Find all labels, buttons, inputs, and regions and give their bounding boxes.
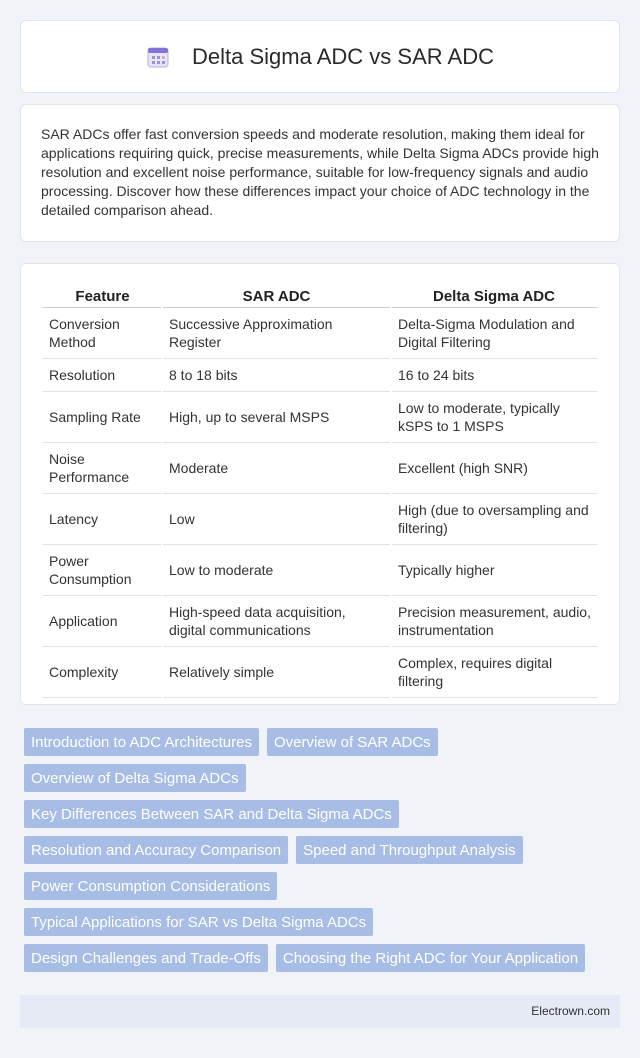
footer xyxy=(20,995,620,1028)
tag-introduction[interactable]: Introduction to ADC Architectures xyxy=(24,728,259,756)
table-cell: Delta-Sigma Modulation and Digital Filtering xyxy=(391,308,597,359)
tag-power-consumption[interactable]: Power Consumption Considerations xyxy=(24,872,277,900)
table-cell: Precision measurement, audio, instrumentation xyxy=(391,596,597,647)
intro-card xyxy=(20,104,620,242)
table-cell: 8 to 18 bits xyxy=(162,359,391,392)
table-cell: Excellent (high SNR) xyxy=(391,443,597,494)
tag-speed-throughput[interactable]: Speed and Throughput Analysis xyxy=(296,836,522,864)
table-header-row xyxy=(43,284,597,308)
table-cell: Application xyxy=(43,596,162,647)
intro-text: SAR ADCs offer fast conversion speeds and moderate resolution, making them ideal for applications requiring quick, precise measurements, while Delta Sigma ADCs provide high resolution and excellent noise performance, suitable for low-frequency signals and audio processing. Discover how these differences impact your choice of ADC technology in the detailed comparison ahead. xyxy=(41,126,599,218)
table-row xyxy=(43,308,597,359)
table-row xyxy=(43,596,597,647)
table-cell: Resolution xyxy=(43,359,162,392)
tag-overview-sar[interactable]: Overview of SAR ADCs xyxy=(267,728,438,756)
table-cell: 16 to 24 bits xyxy=(391,359,597,392)
table-row xyxy=(43,545,597,596)
column-header-feature: Feature xyxy=(43,284,162,308)
table-row xyxy=(43,392,597,443)
table-cell: High (due to oversampling and filtering) xyxy=(391,494,597,545)
table-row xyxy=(43,443,597,494)
tag-overview-delta-sigma[interactable]: Overview of Delta Sigma ADCs xyxy=(24,764,246,792)
title-card xyxy=(20,20,620,93)
table-cell: Latency xyxy=(43,494,162,545)
table-cell: Noise Performance xyxy=(43,443,162,494)
table-cell: Moderate xyxy=(162,443,391,494)
footer-site[interactable]: Electrown.com xyxy=(531,1004,610,1018)
table-cell: High, up to several MSPS xyxy=(162,392,391,443)
tag-key-differences[interactable]: Key Differences Between SAR and Delta Sigma ADCs xyxy=(24,800,399,828)
table-cell: Low xyxy=(162,494,391,545)
table-cell: Complex, requires digital filtering xyxy=(391,647,597,698)
column-header-delta-sigma: Delta Sigma ADC xyxy=(391,284,597,308)
tag-resolution-accuracy[interactable]: Resolution and Accuracy Comparison xyxy=(24,836,288,864)
tag-design-challenges[interactable]: Design Challenges and Trade-Offs xyxy=(24,944,268,972)
table-row xyxy=(43,494,597,545)
table-cell: Low to moderate xyxy=(162,545,391,596)
table-cell: Power Consumption xyxy=(43,545,162,596)
table-cell: Sampling Rate xyxy=(43,392,162,443)
table-row xyxy=(43,647,597,698)
table-cell: Relatively simple xyxy=(162,647,391,698)
tag-typical-applications[interactable]: Typical Applications for SAR vs Delta Sigma ADCs xyxy=(24,908,373,936)
table-cell: High-speed data acquisition, digital communications xyxy=(162,596,391,647)
column-header-sar: SAR ADC xyxy=(162,284,391,308)
tag-choosing-adc[interactable]: Choosing the Right ADC for Your Application xyxy=(276,944,585,972)
calendar-icon xyxy=(146,45,170,69)
table-row xyxy=(43,359,597,392)
table-cell: Low to moderate, typically kSPS to 1 MSPS xyxy=(391,392,597,443)
table-cell: Successive Approximation Register xyxy=(162,308,391,359)
table-cell: Conversion Method xyxy=(43,308,162,359)
page-title: Delta Sigma ADC vs SAR ADC xyxy=(192,43,494,69)
table-cell: Complexity xyxy=(43,647,162,698)
comparison-table-card xyxy=(20,263,620,705)
table-cell: Typically higher xyxy=(391,545,597,596)
comparison-table xyxy=(43,284,597,698)
topic-tags xyxy=(20,724,620,976)
